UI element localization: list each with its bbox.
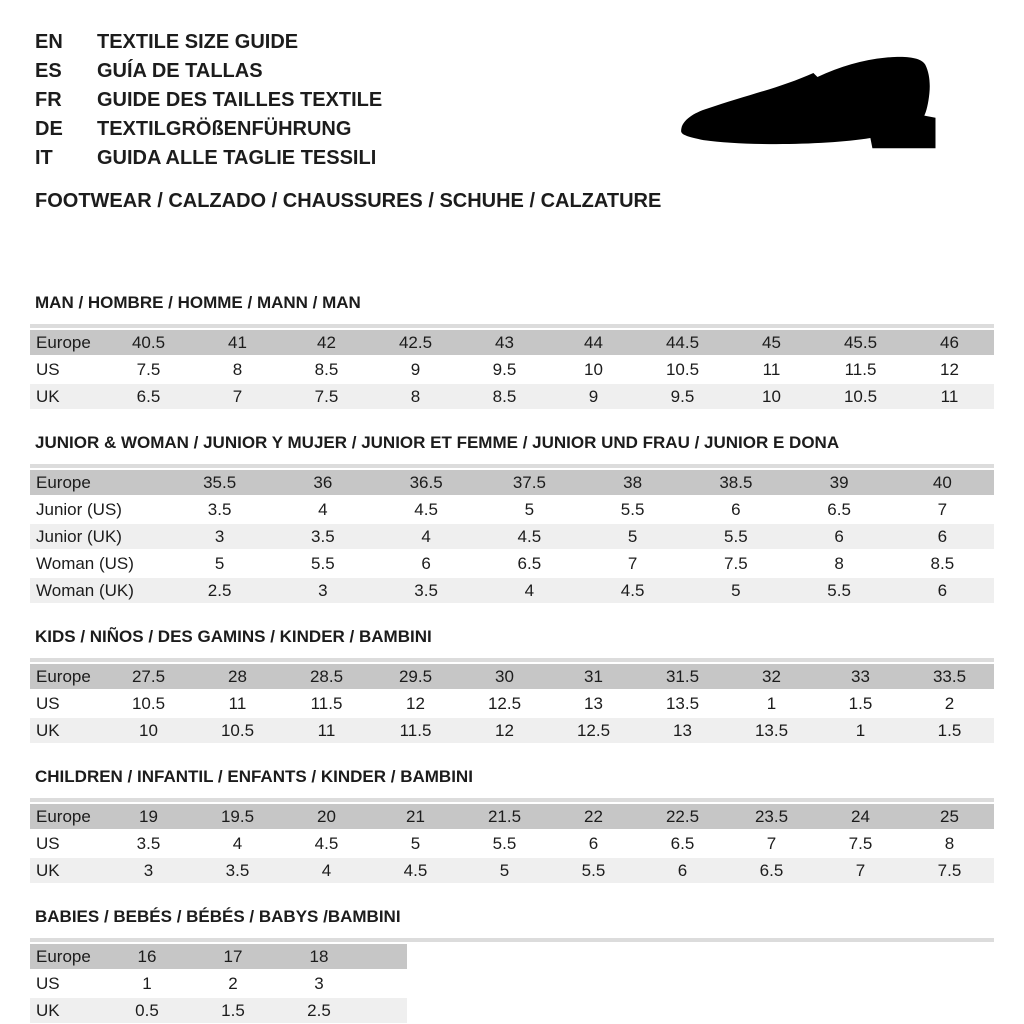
- size-cell: 21.5: [487, 807, 522, 826]
- table-title: CHILDREN / INFANTIL / ENFANTS / KINDER / BAMBINI: [35, 767, 473, 786]
- size-cell: 10: [584, 360, 603, 379]
- header: [30, 28, 994, 213]
- size-cell: 11.5: [399, 721, 432, 740]
- size-cell: 16: [137, 947, 157, 966]
- size-cell: 31: [584, 667, 603, 686]
- size-cell: 7: [937, 500, 948, 519]
- size-cell: 7: [232, 387, 243, 406]
- row-label: Junior (UK): [36, 527, 122, 546]
- size-cell: 10.5: [665, 360, 700, 379]
- table-row: [30, 357, 994, 382]
- table-row: [30, 858, 994, 883]
- size-cell: 38: [623, 473, 643, 492]
- size-table: [30, 464, 994, 603]
- size-cell: 6: [937, 527, 948, 546]
- size-cell: 5: [627, 527, 638, 546]
- language-title: GUIDE DES TAILLES TEXTILE: [97, 89, 383, 111]
- table-row: [30, 718, 994, 743]
- size-cell: 27.5: [131, 667, 166, 686]
- size-cell: 0.5: [135, 1001, 159, 1020]
- size-table: [30, 324, 994, 409]
- size-cell: 2.5: [207, 581, 232, 600]
- table-header-row: [30, 330, 994, 355]
- size-cell: 32: [762, 667, 781, 686]
- row-label: UK: [36, 861, 60, 880]
- size-cell: 3.5: [225, 861, 250, 880]
- size-cell: 3.5: [207, 500, 232, 519]
- row-label: UK: [36, 387, 60, 406]
- size-cell: 7.5: [314, 387, 339, 406]
- size-cell: 12.5: [576, 721, 611, 740]
- table-row: [30, 691, 994, 716]
- size-cell: 12: [495, 721, 514, 740]
- size-cell: 5: [214, 554, 225, 573]
- size-cell: 11: [940, 387, 959, 406]
- size-cell: 1: [855, 721, 866, 740]
- row-label: Europe: [36, 333, 91, 352]
- size-cell: 8: [834, 554, 844, 573]
- size-cell: 8.5: [492, 387, 517, 406]
- size-cell: 10.5: [843, 387, 878, 406]
- size-cell: 3.5: [311, 527, 335, 546]
- size-cell: 10: [762, 387, 781, 406]
- size-cell: 4: [524, 581, 535, 600]
- table-title: KIDS / NIÑOS / DES GAMINS / KINDER / BAMBINI: [35, 627, 432, 646]
- language-code: DE: [35, 118, 63, 140]
- category-title: FOOTWEAR / CALZADO / CHAUSSURES / SCHUHE / CALZATURE: [35, 190, 662, 212]
- size-cell: 5: [524, 500, 535, 519]
- size-cell: 3: [314, 974, 324, 993]
- size-cell: 33.5: [932, 667, 967, 686]
- size-cell: 13: [584, 694, 603, 713]
- size-table-section-babies: [30, 907, 994, 1023]
- size-cell: 6: [937, 581, 948, 600]
- size-cell: 4.5: [620, 581, 645, 600]
- language-title: GUIDA ALLE TAGLIE TESSILI: [97, 147, 377, 169]
- size-cell: 1: [766, 694, 777, 713]
- size-cell: 10.5: [220, 721, 255, 740]
- size-cell: 29.5: [398, 667, 433, 686]
- size-cell: 1.5: [848, 694, 873, 713]
- size-cell: 42.5: [398, 333, 433, 352]
- table-row: [30, 578, 994, 603]
- size-cell: 40: [932, 473, 952, 492]
- row-label: US: [36, 360, 60, 379]
- size-cell: 5.5: [724, 527, 748, 546]
- size-table-section-kids: [30, 627, 994, 743]
- size-cell: 6: [731, 500, 741, 519]
- size-cell: 6.5: [517, 554, 542, 573]
- size-cell: 38.5: [719, 473, 753, 492]
- row-label: Woman (UK): [36, 581, 134, 600]
- table-row: [30, 971, 407, 996]
- row-label: Junior (US): [36, 500, 122, 519]
- row-label: US: [36, 974, 60, 993]
- size-cell: 2: [228, 974, 238, 993]
- size-table: [30, 658, 994, 743]
- size-table-section-children: [30, 767, 994, 883]
- table-header-row: [30, 944, 407, 969]
- table-header-row: [30, 470, 994, 495]
- size-cell: 4.5: [517, 527, 542, 546]
- table-row: [30, 524, 994, 549]
- size-cell: 4: [421, 527, 431, 546]
- size-table: [30, 798, 994, 883]
- size-cell: 13.5: [754, 721, 789, 740]
- size-cell: 6: [588, 834, 599, 853]
- language-title: GUÍA DE TALLAS: [97, 60, 263, 82]
- size-cell: 20: [317, 807, 336, 826]
- size-cell: 44.5: [665, 333, 700, 352]
- size-cell: 31.5: [665, 667, 700, 686]
- size-table-section-junior: [30, 433, 994, 603]
- size-cell: 9: [410, 360, 421, 379]
- size-cell: 40.5: [131, 333, 166, 352]
- row-label: UK: [36, 1001, 60, 1020]
- size-cell: 35.5: [203, 473, 237, 492]
- row-label: Europe: [36, 473, 91, 492]
- size-cell: 44: [584, 333, 603, 352]
- size-cell: 7.5: [136, 360, 161, 379]
- size-cell: 4.5: [403, 861, 428, 880]
- size-cell: 19: [139, 807, 158, 826]
- size-cell: 11.5: [844, 360, 877, 379]
- row-label: Europe: [36, 947, 91, 966]
- size-cell: 6.5: [827, 500, 851, 519]
- size-cell: 46: [940, 333, 959, 352]
- size-cell: 28: [228, 667, 247, 686]
- size-cell: 6.5: [136, 387, 161, 406]
- size-cell: 11: [762, 360, 781, 379]
- size-cell: 37.5: [512, 473, 546, 492]
- size-cell: 5: [410, 834, 421, 853]
- table-row: [30, 831, 994, 856]
- row-label: US: [36, 834, 60, 853]
- size-cell: 4.5: [314, 834, 339, 853]
- size-cell: 4: [232, 834, 243, 853]
- size-cell: 10: [139, 721, 158, 740]
- size-cell: 5.5: [620, 500, 645, 519]
- size-cell: 3: [214, 527, 225, 546]
- size-cell: 7.5: [937, 861, 962, 880]
- size-cell: 9.5: [670, 387, 695, 406]
- size-cell: 5.5: [581, 861, 606, 880]
- size-cell: 22: [584, 807, 603, 826]
- table-row: [30, 998, 407, 1023]
- size-cell: 7: [855, 861, 866, 880]
- language-code: ES: [35, 60, 62, 82]
- size-cell: 13.5: [665, 694, 700, 713]
- language-code: FR: [35, 89, 62, 111]
- language-title: TEXTILE SIZE GUIDE: [97, 31, 299, 53]
- size-cell: 4: [321, 861, 332, 880]
- size-cell: 6.5: [670, 834, 695, 853]
- size-cell: 5.5: [492, 834, 517, 853]
- shoe-icon: [675, 53, 965, 158]
- size-cell: 1.5: [221, 1001, 245, 1020]
- size-cell: 36.5: [409, 473, 443, 492]
- size-cell: 11.5: [310, 694, 343, 713]
- size-cell: 11: [228, 694, 247, 713]
- size-cell: 6: [677, 861, 688, 880]
- size-cell: 23.5: [754, 807, 789, 826]
- row-label: Woman (US): [36, 554, 134, 573]
- table-title: MAN / HOMBRE / HOMME / MANN / MAN: [35, 293, 361, 312]
- size-cell: 39: [829, 473, 849, 492]
- size-cell: 5.5: [311, 554, 335, 573]
- size-cell: 2: [944, 694, 955, 713]
- size-cell: 30: [495, 667, 514, 686]
- size-cell: 10.5: [131, 694, 166, 713]
- size-cell: 8: [944, 834, 955, 853]
- size-cell: 36: [313, 473, 333, 492]
- size-cell: 1: [142, 974, 152, 993]
- size-cell: 13: [673, 721, 692, 740]
- language-code: EN: [35, 31, 63, 53]
- size-cell: 45.5: [843, 333, 878, 352]
- size-cell: 25: [940, 807, 959, 826]
- size-cell: 4.5: [414, 500, 438, 519]
- size-cell: 3: [143, 861, 154, 880]
- size-cell: 7.5: [848, 834, 873, 853]
- size-cell: 5.5: [827, 581, 851, 600]
- table-row: [30, 384, 994, 409]
- size-cell: 6.5: [759, 861, 784, 880]
- size-tables: [30, 293, 994, 1023]
- size-cell: 17: [223, 947, 243, 966]
- size-cell: 33: [851, 667, 870, 686]
- size-cell: 8.5: [314, 360, 339, 379]
- size-cell: 21: [406, 807, 425, 826]
- size-cell: 11: [317, 721, 336, 740]
- size-table-section-man: [30, 293, 994, 409]
- table-header-row: [30, 804, 994, 829]
- size-cell: 5: [731, 581, 741, 600]
- size-cell: 7.5: [724, 554, 748, 573]
- size-cell: 12: [940, 360, 959, 379]
- size-cell: 18: [309, 947, 329, 966]
- size-cell: 1.5: [937, 721, 962, 740]
- size-cell: 8.5: [930, 554, 955, 573]
- size-cell: 9: [588, 387, 599, 406]
- row-label: UK: [36, 721, 60, 740]
- size-cell: 42: [317, 333, 336, 352]
- language-title: TEXTILGRÖßENFÜHRUNG: [97, 118, 352, 140]
- size-cell: 19.5: [220, 807, 255, 826]
- size-cell: 7: [766, 834, 777, 853]
- size-cell: 24: [851, 807, 870, 826]
- size-cell: 12: [406, 694, 425, 713]
- size-cell: 45: [762, 333, 781, 352]
- size-cell: 4: [318, 500, 328, 519]
- size-cell: 7: [627, 554, 638, 573]
- size-cell: 12.5: [487, 694, 522, 713]
- size-cell: 3: [318, 581, 328, 600]
- size-cell: 41: [228, 333, 247, 352]
- size-cell: 9.5: [492, 360, 517, 379]
- size-cell: 6: [421, 554, 431, 573]
- size-cell: 28.5: [309, 667, 344, 686]
- table-title: JUNIOR & WOMAN / JUNIOR Y MUJER / JUNIOR ET FEMME / JUNIOR UND FRAU / JUNIOR E DONA: [35, 433, 840, 452]
- table-title: BABIES / BEBÉS / BÉBÉS / BABYS /BAMBINI: [35, 907, 401, 926]
- size-cell: 6: [834, 527, 844, 546]
- size-cell: 3.5: [414, 581, 438, 600]
- size-cell: 43: [495, 333, 514, 352]
- size-cell: 22.5: [665, 807, 700, 826]
- table-row: [30, 551, 994, 576]
- table-row: [30, 497, 994, 522]
- size-cell: 8: [410, 387, 421, 406]
- size-table: [30, 938, 994, 1023]
- row-label: US: [36, 694, 60, 713]
- row-label: Europe: [36, 667, 91, 686]
- size-cell: 2.5: [307, 1001, 331, 1020]
- size-cell: 8: [232, 360, 243, 379]
- language-code: IT: [35, 147, 53, 169]
- size-cell: 3.5: [136, 834, 161, 853]
- table-header-row: [30, 664, 994, 689]
- size-cell: 5: [499, 861, 510, 880]
- row-label: Europe: [36, 807, 91, 826]
